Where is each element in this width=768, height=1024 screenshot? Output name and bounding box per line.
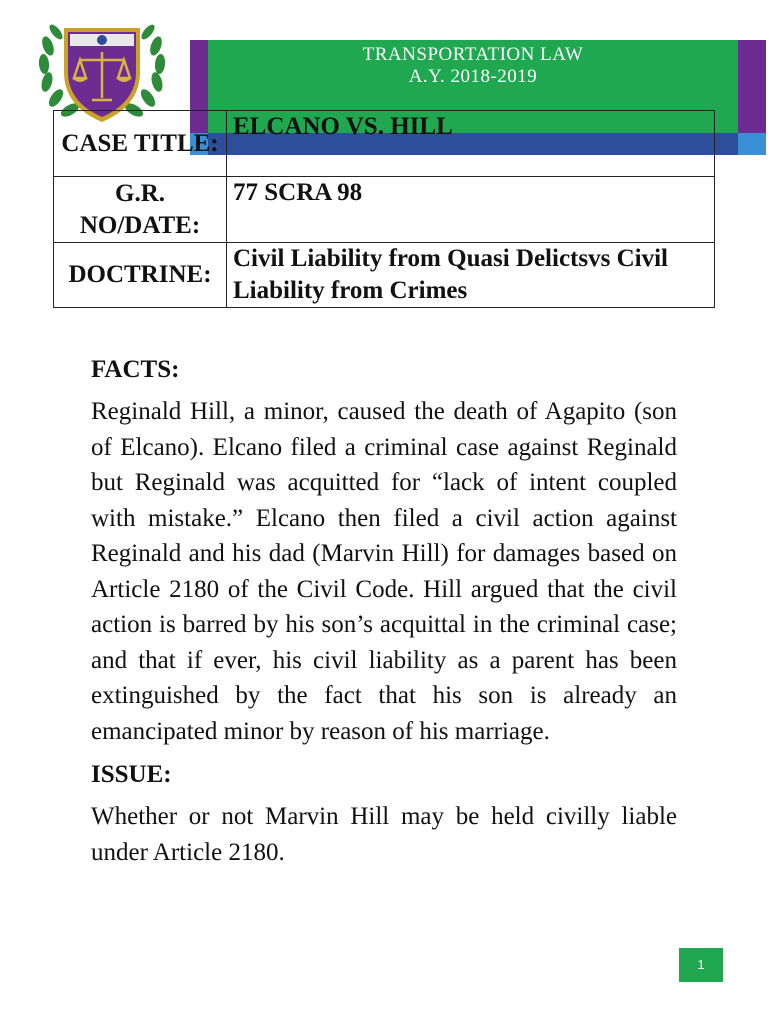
header-banner-purple-right (738, 40, 766, 133)
page-number: 1 (679, 948, 723, 982)
gr-no-date-label: G.R. NO/DATE: (54, 177, 227, 243)
table-row (54, 111, 715, 177)
case-title-value: ELCANO VS. HILL (227, 111, 715, 177)
header-course-title: TRANSPORTATION LAW (362, 44, 584, 65)
table-row (54, 177, 715, 243)
issue-heading: ISSUE: (91, 761, 172, 788)
header-stripe-right (738, 133, 766, 155)
table-row (54, 243, 715, 308)
facts-heading: FACTS: (91, 356, 180, 383)
doctrine-label: DOCTRINE: (54, 243, 227, 308)
case-info-table (53, 110, 715, 308)
scales-of-justice-crest-icon (34, 6, 170, 126)
header-academic-year: A.Y. 2018-2019 (408, 66, 538, 87)
document-body (91, 352, 677, 878)
doctrine-value: Civil Liability from Quasi Delictsvs Civil Liability from Crimes (227, 243, 715, 308)
facts-text: Reginald Hill, a minor, caused the death of Agapito (son of Elcano). Elcano filed a criminal case against Reginald but Reginald was acquitted for “lack of intent coupled with mistake.” Elcano then filed a civil action against Reginald and his dad (Marvin Hill) for damages based on Article 2180 of the Civil Code. Hill argued that the civil action is barred by his son’s acquittal in the criminal case; and that if ever, his civil liability as a parent has been extinguished by the fact that his son is already an emancipated minor by reason of his marriage. (91, 398, 677, 745)
header-title (208, 44, 738, 88)
case-title-label: CASE TITLE: (54, 111, 227, 177)
gr-no-date-value: 77 SCRA 98 (227, 177, 715, 243)
issue-text: Whether or not Marvin Hill may be held civilly liable under Article 2180. (91, 803, 677, 866)
